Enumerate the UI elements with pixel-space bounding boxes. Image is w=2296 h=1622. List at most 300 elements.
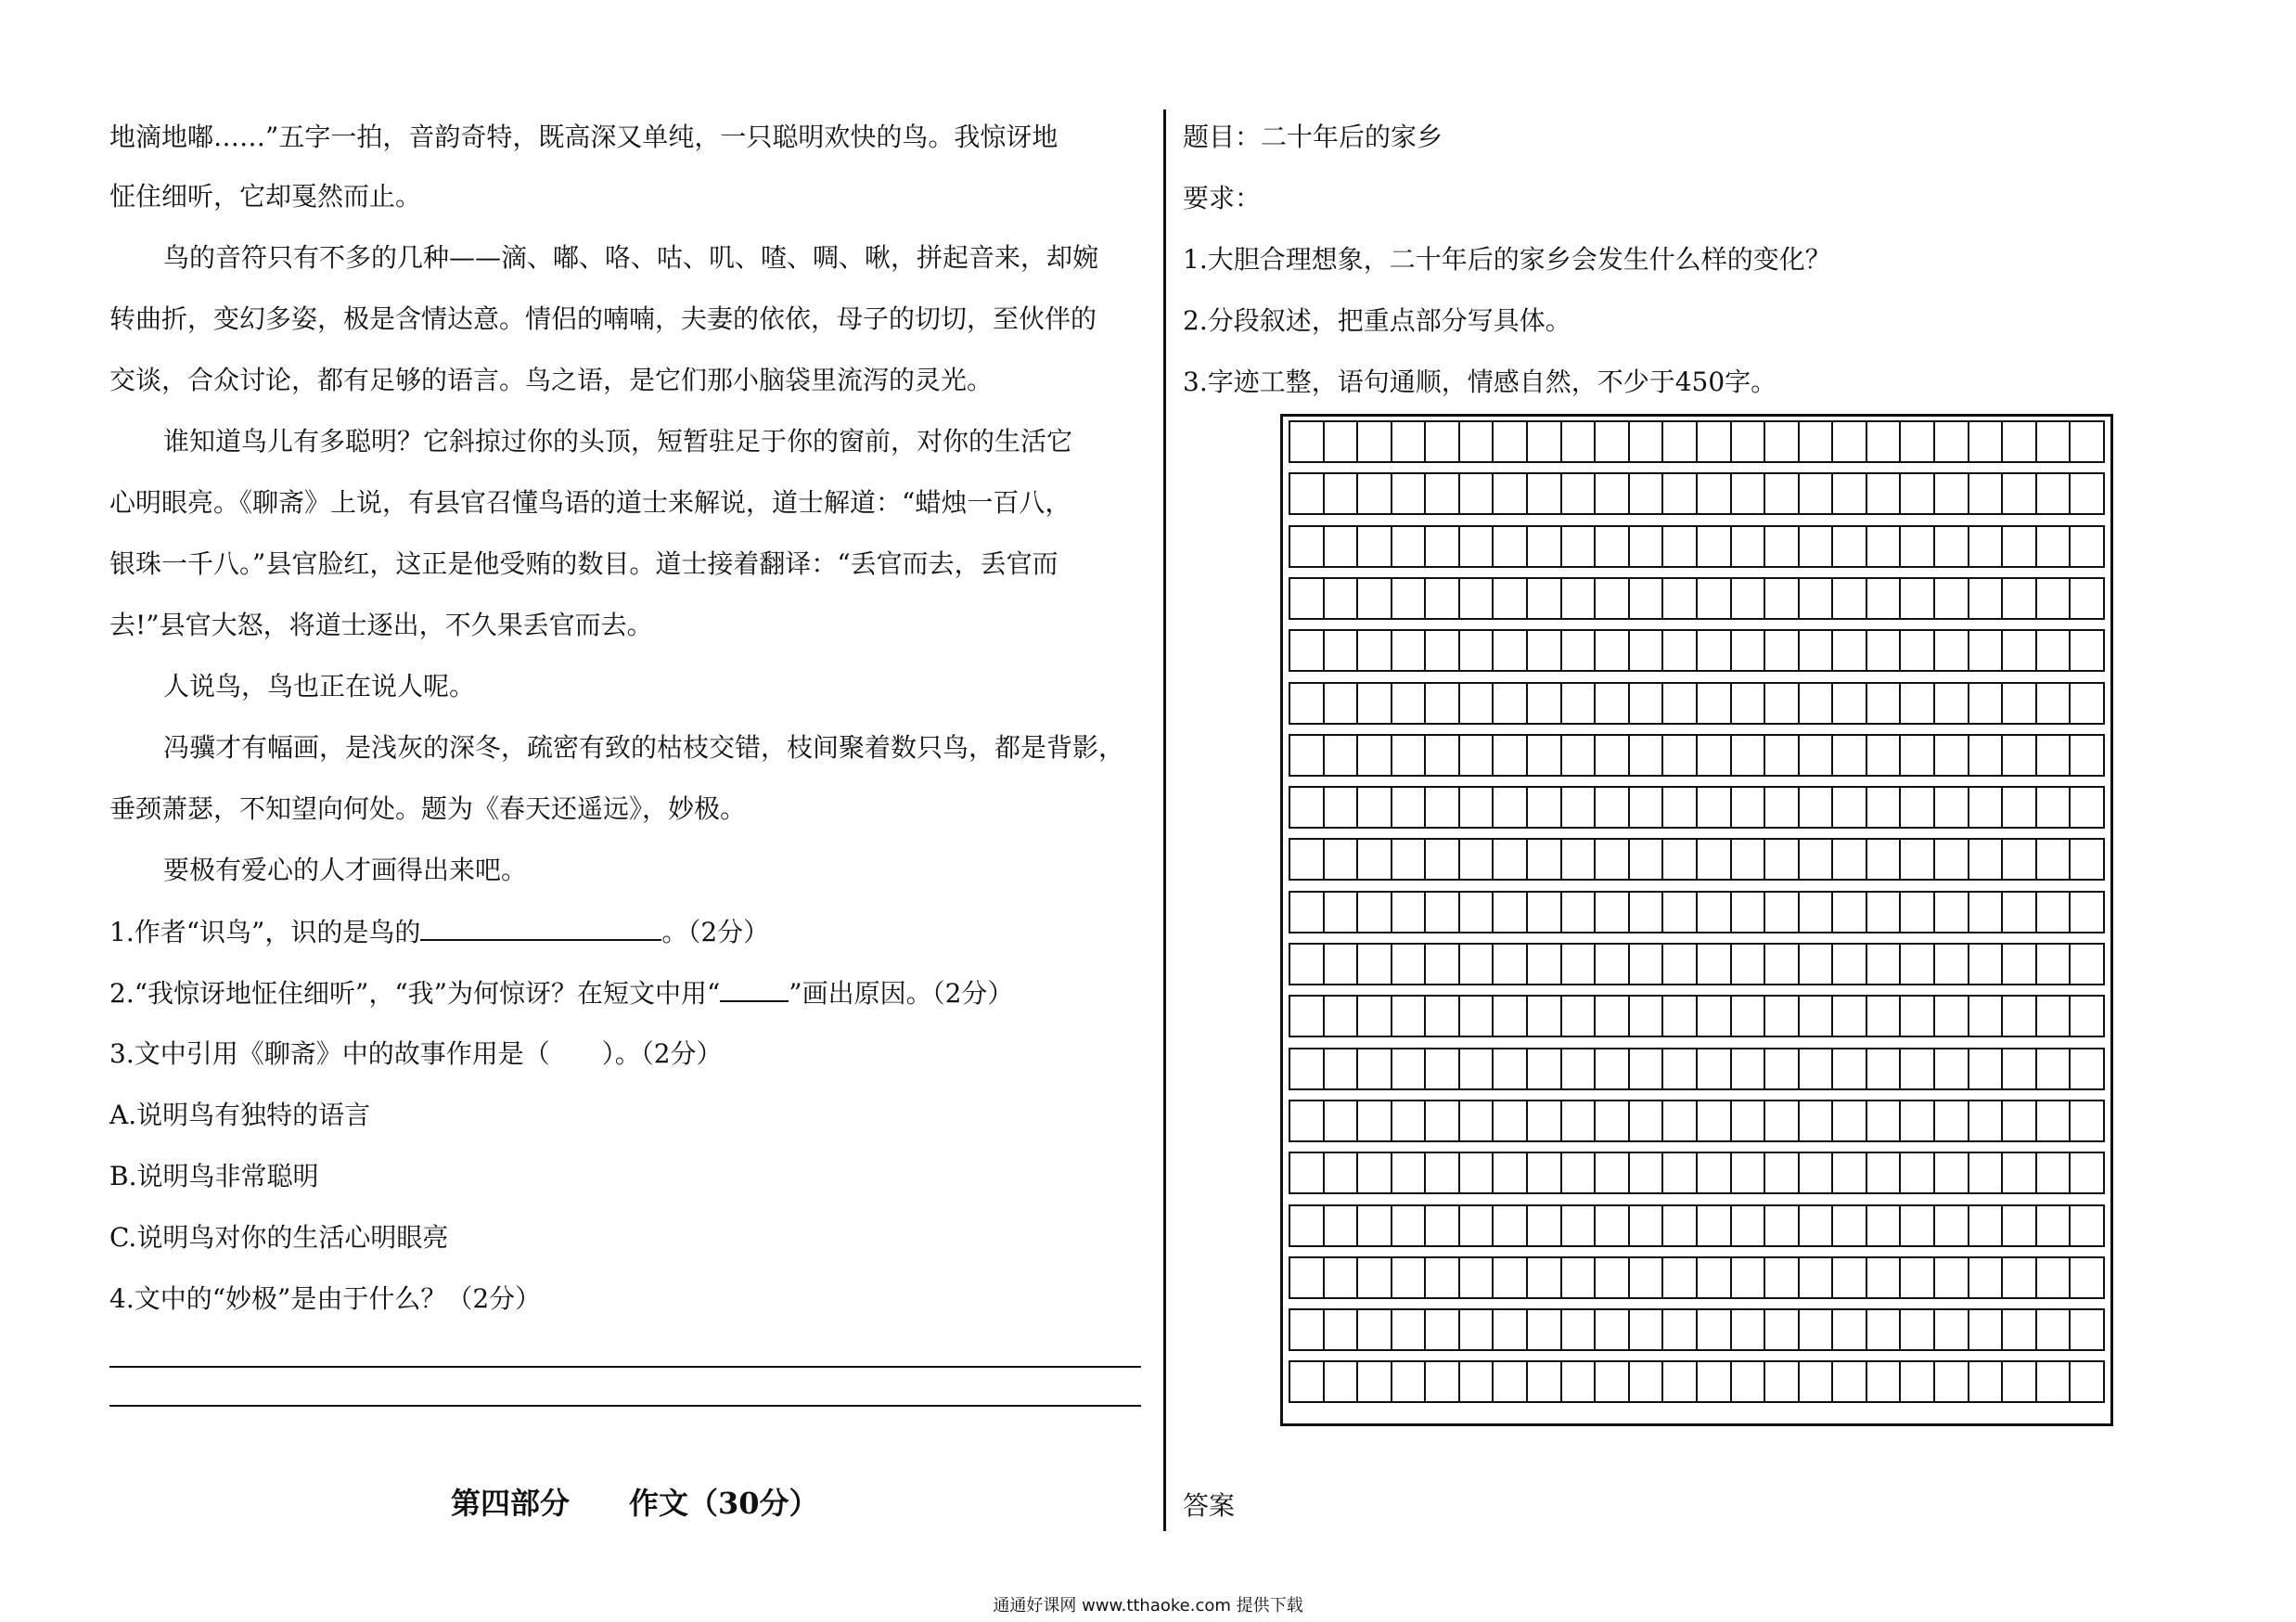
grid-cell[interactable]	[1732, 1153, 1766, 1192]
grid-cell[interactable]	[2003, 1206, 2037, 1245]
grid-cell[interactable]	[1969, 893, 2004, 932]
grid-cell[interactable]	[2071, 684, 2105, 723]
grid-cell[interactable]	[1732, 788, 1766, 827]
grid-cell[interactable]	[1765, 1049, 1800, 1088]
grid-cell[interactable]	[1528, 1153, 1562, 1192]
answer-line-2[interactable]	[109, 1405, 1141, 1407]
grid-cell[interactable]	[1325, 893, 1359, 932]
grid-cell[interactable]	[1800, 422, 1834, 461]
grid-cell[interactable]	[2003, 1101, 2037, 1140]
grid-cell[interactable]	[1325, 788, 1359, 827]
grid-cell[interactable]	[1969, 579, 2004, 618]
grid-cell[interactable]	[1833, 474, 1867, 513]
grid-cell[interactable]	[1494, 474, 1528, 513]
grid-cell[interactable]	[2037, 893, 2072, 932]
grid-cell[interactable]	[1528, 474, 1562, 513]
grid-cell[interactable]	[1833, 527, 1867, 566]
grid-cell[interactable]	[1698, 422, 1732, 461]
grid-cell[interactable]	[1562, 422, 1597, 461]
grid-cell[interactable]	[2037, 788, 2072, 827]
grid-cell[interactable]	[1596, 631, 1630, 670]
grid-cell[interactable]	[1630, 1101, 1664, 1140]
grid-cell[interactable]	[1833, 1101, 1867, 1140]
grid-cell[interactable]	[1935, 684, 1969, 723]
grid-cell[interactable]	[1289, 945, 1325, 984]
grid-cell[interactable]	[2037, 840, 2072, 879]
grid-cell[interactable]	[2071, 631, 2105, 670]
grid-cell[interactable]	[1392, 527, 1427, 566]
grid-cell[interactable]	[1358, 893, 1392, 932]
grid-cell[interactable]	[1663, 997, 1698, 1036]
grid-cell[interactable]	[1325, 579, 1359, 618]
grid-cell[interactable]	[1765, 893, 1800, 932]
grid-cell[interactable]	[1494, 1101, 1528, 1140]
grid-cell[interactable]	[1630, 1258, 1664, 1297]
grid-cell[interactable]	[1630, 893, 1664, 932]
grid-cell[interactable]	[1833, 1153, 1867, 1192]
grid-cell[interactable]	[1494, 788, 1528, 827]
grid-cell[interactable]	[1528, 1101, 1562, 1140]
grid-cell[interactable]	[1732, 422, 1766, 461]
grid-cell[interactable]	[1969, 474, 2004, 513]
grid-cell[interactable]	[1426, 631, 1460, 670]
grid-cell[interactable]	[2003, 945, 2037, 984]
grid-cell[interactable]	[1460, 1049, 1494, 1088]
grid-cell[interactable]	[1833, 945, 1867, 984]
grid-cell[interactable]	[1663, 1206, 1698, 1245]
grid-cell[interactable]	[1833, 1310, 1867, 1349]
grid-cell[interactable]	[1460, 788, 1494, 827]
grid-cell[interactable]	[1596, 422, 1630, 461]
grid-cell[interactable]	[1901, 788, 1935, 827]
grid-cell[interactable]	[1289, 1049, 1325, 1088]
grid-cell[interactable]	[1800, 1258, 1834, 1297]
grid-cell[interactable]	[1289, 684, 1325, 723]
grid-cell[interactable]	[1765, 788, 1800, 827]
grid-cell[interactable]	[1765, 631, 1800, 670]
grid-cell[interactable]	[2003, 1362, 2037, 1401]
grid-cell[interactable]	[1562, 1049, 1597, 1088]
grid-cell[interactable]	[2003, 1310, 2037, 1349]
grid-cell[interactable]	[1392, 788, 1427, 827]
grid-cell[interactable]	[2037, 474, 2072, 513]
grid-cell[interactable]	[2071, 1049, 2105, 1088]
grid-cell[interactable]	[1833, 840, 1867, 879]
grid-cell[interactable]	[1426, 1310, 1460, 1349]
grid-cell[interactable]	[1392, 1362, 1427, 1401]
grid-cell[interactable]	[1867, 422, 1902, 461]
grid-cell[interactable]	[1867, 631, 1902, 670]
grid-cell[interactable]	[1494, 893, 1528, 932]
grid-cell[interactable]	[1867, 1153, 1902, 1192]
grid-cell[interactable]	[2037, 997, 2072, 1036]
grid-cell[interactable]	[2071, 1206, 2105, 1245]
grid-cell[interactable]	[2071, 893, 2105, 932]
grid-cell[interactable]	[1630, 422, 1664, 461]
grid-cell[interactable]	[1630, 840, 1664, 879]
grid-cell[interactable]	[1867, 997, 1902, 1036]
grid-cell[interactable]	[1596, 474, 1630, 513]
grid-cell[interactable]	[1698, 788, 1732, 827]
grid-cell[interactable]	[1562, 840, 1597, 879]
grid-cell[interactable]	[1765, 945, 1800, 984]
grid-cell[interactable]	[1392, 1206, 1427, 1245]
grid-cell[interactable]	[1426, 1049, 1460, 1088]
grid-cell[interactable]	[1392, 736, 1427, 775]
grid-cell[interactable]	[1528, 1362, 1562, 1401]
grid-cell[interactable]	[1800, 788, 1834, 827]
grid-cell[interactable]	[1426, 474, 1460, 513]
grid-cell[interactable]	[1901, 736, 1935, 775]
grid-cell[interactable]	[1800, 1049, 1834, 1088]
grid-cell[interactable]	[1800, 527, 1834, 566]
writing-grid[interactable]	[1280, 414, 2113, 1426]
grid-cell[interactable]	[1630, 1310, 1664, 1349]
grid-cell[interactable]	[1494, 579, 1528, 618]
grid-cell[interactable]	[1969, 788, 2004, 827]
grid-cell[interactable]	[1460, 527, 1494, 566]
grid-cell[interactable]	[1358, 527, 1392, 566]
grid-cell[interactable]	[1596, 997, 1630, 1036]
grid-cell[interactable]	[1392, 997, 1427, 1036]
grid-cell[interactable]	[1765, 1101, 1800, 1140]
grid-cell[interactable]	[1392, 579, 1427, 618]
grid-cell[interactable]	[1630, 579, 1664, 618]
grid-cell[interactable]	[1392, 1101, 1427, 1140]
grid-cell[interactable]	[1867, 1206, 1902, 1245]
grid-cell[interactable]	[1867, 788, 1902, 827]
grid-cell[interactable]	[1528, 631, 1562, 670]
grid-cell[interactable]	[1289, 422, 1325, 461]
grid-cell[interactable]	[1800, 474, 1834, 513]
grid-cell[interactable]	[2003, 474, 2037, 513]
grid-cell[interactable]	[1358, 1049, 1392, 1088]
grid-cell[interactable]	[1325, 945, 1359, 984]
grid-cell[interactable]	[1800, 893, 1834, 932]
grid-cell[interactable]	[1426, 1101, 1460, 1140]
grid-cell[interactable]	[1901, 1362, 1935, 1401]
grid-cell[interactable]	[1698, 736, 1732, 775]
grid-cell[interactable]	[2071, 1101, 2105, 1140]
grid-cell[interactable]	[1528, 945, 1562, 984]
grid-cell[interactable]	[1630, 1362, 1664, 1401]
grid-cell[interactable]	[1663, 527, 1698, 566]
grid-cell[interactable]	[1765, 1153, 1800, 1192]
grid-cell[interactable]	[1596, 527, 1630, 566]
grid-cell[interactable]	[1528, 684, 1562, 723]
grid-cell[interactable]	[1325, 422, 1359, 461]
grid-cell[interactable]	[1562, 474, 1597, 513]
grid-cell[interactable]	[1528, 840, 1562, 879]
grid-cell[interactable]	[1494, 1362, 1528, 1401]
grid-cell[interactable]	[1867, 1049, 1902, 1088]
grid-cell[interactable]	[1562, 1101, 1597, 1140]
grid-cell[interactable]	[1358, 1206, 1392, 1245]
grid-cell[interactable]	[1969, 1310, 2004, 1349]
grid-cell[interactable]	[1562, 1206, 1597, 1245]
grid-cell[interactable]	[1358, 736, 1392, 775]
grid-cell[interactable]	[1833, 422, 1867, 461]
grid-cell[interactable]	[1867, 1258, 1902, 1297]
grid-cell[interactable]	[1426, 893, 1460, 932]
grid-cell[interactable]	[1528, 788, 1562, 827]
grid-cell[interactable]	[1596, 1258, 1630, 1297]
grid-cell[interactable]	[1596, 840, 1630, 879]
grid-cell[interactable]	[2003, 422, 2037, 461]
grid-cell[interactable]	[1596, 1362, 1630, 1401]
grid-cell[interactable]	[1596, 579, 1630, 618]
grid-cell[interactable]	[1833, 788, 1867, 827]
grid-cell[interactable]	[1289, 1362, 1325, 1401]
grid-cell[interactable]	[1289, 1258, 1325, 1297]
grid-cell[interactable]	[1765, 579, 1800, 618]
grid-cell[interactable]	[1969, 631, 2004, 670]
grid-cell[interactable]	[1935, 736, 1969, 775]
grid-cell[interactable]	[1969, 945, 2004, 984]
grid-cell[interactable]	[1935, 1258, 1969, 1297]
grid-cell[interactable]	[2037, 1206, 2072, 1245]
grid-cell[interactable]	[1528, 1258, 1562, 1297]
grid-cell[interactable]	[1935, 945, 1969, 984]
grid-cell[interactable]	[2037, 422, 2072, 461]
grid-cell[interactable]	[1460, 1153, 1494, 1192]
grid-cell[interactable]	[1289, 997, 1325, 1036]
grid-cell[interactable]	[1698, 474, 1732, 513]
grid-cell[interactable]	[1494, 631, 1528, 670]
grid-cell[interactable]	[1901, 840, 1935, 879]
grid-cell[interactable]	[2003, 1049, 2037, 1088]
grid-cell[interactable]	[1901, 1258, 1935, 1297]
grid-cell[interactable]	[1698, 840, 1732, 879]
grid-cell[interactable]	[1426, 684, 1460, 723]
grid-cell[interactable]	[1562, 997, 1597, 1036]
grid-cell[interactable]	[1867, 840, 1902, 879]
grid-cell[interactable]	[1528, 422, 1562, 461]
grid-cell[interactable]	[1289, 893, 1325, 932]
grid-cell[interactable]	[1901, 945, 1935, 984]
grid-cell[interactable]	[1494, 1206, 1528, 1245]
grid-cell[interactable]	[1289, 631, 1325, 670]
grid-cell[interactable]	[1460, 945, 1494, 984]
grid-cell[interactable]	[1596, 945, 1630, 984]
grid-cell[interactable]	[1460, 579, 1494, 618]
grid-cell[interactable]	[1494, 684, 1528, 723]
grid-cell[interactable]	[1935, 840, 1969, 879]
grid-cell[interactable]	[1289, 788, 1325, 827]
grid-cell[interactable]	[1935, 474, 1969, 513]
grid-cell[interactable]	[1901, 474, 1935, 513]
grid-cell[interactable]	[1289, 840, 1325, 879]
grid-cell[interactable]	[1596, 736, 1630, 775]
grid-cell[interactable]	[1732, 1310, 1766, 1349]
grid-cell[interactable]	[2071, 736, 2105, 775]
grid-cell[interactable]	[1392, 1049, 1427, 1088]
grid-cell[interactable]	[1596, 1153, 1630, 1192]
grid-cell[interactable]	[1596, 1206, 1630, 1245]
grid-cell[interactable]	[1460, 893, 1494, 932]
grid-cell[interactable]	[1358, 1153, 1392, 1192]
grid-cell[interactable]	[1663, 893, 1698, 932]
grid-cell[interactable]	[2003, 1153, 2037, 1192]
grid-cell[interactable]	[1698, 1206, 1732, 1245]
grid-cell[interactable]	[2003, 893, 2037, 932]
grid-cell[interactable]	[1765, 997, 1800, 1036]
grid-cell[interactable]	[1596, 1310, 1630, 1349]
grid-cell[interactable]	[1426, 997, 1460, 1036]
grid-cell[interactable]	[2003, 1258, 2037, 1297]
grid-cell[interactable]	[1901, 422, 1935, 461]
grid-cell[interactable]	[1289, 1310, 1325, 1349]
grid-cell[interactable]	[1800, 684, 1834, 723]
grid-cell[interactable]	[1969, 1101, 2004, 1140]
grid-cell[interactable]	[1969, 1362, 2004, 1401]
grid-cell[interactable]	[1969, 527, 2004, 566]
grid-cell[interactable]	[1901, 579, 1935, 618]
grid-cell[interactable]	[1562, 684, 1597, 723]
grid-cell[interactable]	[1562, 527, 1597, 566]
grid-cell[interactable]	[1528, 1049, 1562, 1088]
grid-cell[interactable]	[1426, 945, 1460, 984]
grid-cell[interactable]	[2037, 1310, 2072, 1349]
grid-cell[interactable]	[1698, 1153, 1732, 1192]
grid-cell[interactable]	[1800, 1101, 1834, 1140]
grid-cell[interactable]	[1698, 1049, 1732, 1088]
grid-cell[interactable]	[1833, 579, 1867, 618]
grid-cell[interactable]	[1935, 997, 1969, 1036]
grid-cell[interactable]	[1358, 684, 1392, 723]
grid-cell[interactable]	[2003, 788, 2037, 827]
grid-cell[interactable]	[1460, 1101, 1494, 1140]
grid-cell[interactable]	[1663, 684, 1698, 723]
grid-cell[interactable]	[1494, 1049, 1528, 1088]
grid-cell[interactable]	[1392, 945, 1427, 984]
grid-cell[interactable]	[1392, 1310, 1427, 1349]
grid-cell[interactable]	[1732, 1101, 1766, 1140]
grid-cell[interactable]	[1663, 474, 1698, 513]
grid-cell[interactable]	[1494, 945, 1528, 984]
grid-cell[interactable]	[1630, 474, 1664, 513]
grid-cell[interactable]	[1358, 788, 1392, 827]
grid-cell[interactable]	[1663, 1258, 1698, 1297]
grid-cell[interactable]	[1426, 1206, 1460, 1245]
grid-cell[interactable]	[1392, 1153, 1427, 1192]
grid-cell[interactable]	[1630, 1153, 1664, 1192]
grid-cell[interactable]	[2037, 631, 2072, 670]
grid-cell[interactable]	[2037, 736, 2072, 775]
grid-cell[interactable]	[1935, 1310, 1969, 1349]
grid-cell[interactable]	[2003, 840, 2037, 879]
grid-cell[interactable]	[1698, 579, 1732, 618]
grid-cell[interactable]	[1392, 684, 1427, 723]
grid-cell[interactable]	[1426, 1258, 1460, 1297]
grid-cell[interactable]	[1800, 579, 1834, 618]
grid-cell[interactable]	[1901, 893, 1935, 932]
grid-cell[interactable]	[1528, 1310, 1562, 1349]
grid-cell[interactable]	[1460, 631, 1494, 670]
grid-cell[interactable]	[1833, 893, 1867, 932]
grid-cell[interactable]	[1325, 1362, 1359, 1401]
grid-cell[interactable]	[2037, 1153, 2072, 1192]
grid-cell[interactable]	[1494, 840, 1528, 879]
grid-cell[interactable]	[1460, 684, 1494, 723]
grid-cell[interactable]	[1358, 1310, 1392, 1349]
grid-cell[interactable]	[1732, 1362, 1766, 1401]
grid-cell[interactable]	[1935, 527, 1969, 566]
grid-cell[interactable]	[1732, 684, 1766, 723]
grid-cell[interactable]	[1969, 1153, 2004, 1192]
grid-cell[interactable]	[1901, 1206, 1935, 1245]
grid-cell[interactable]	[1358, 579, 1392, 618]
grid-cell[interactable]	[2071, 997, 2105, 1036]
grid-cell[interactable]	[1358, 422, 1392, 461]
grid-cell[interactable]	[1901, 527, 1935, 566]
grid-cell[interactable]	[1289, 1206, 1325, 1245]
grid-cell[interactable]	[1460, 840, 1494, 879]
grid-cell[interactable]	[1698, 997, 1732, 1036]
grid-cell[interactable]	[1800, 945, 1834, 984]
grid-cell[interactable]	[1358, 631, 1392, 670]
grid-cell[interactable]	[1562, 945, 1597, 984]
grid-cell[interactable]	[1289, 579, 1325, 618]
grid-cell[interactable]	[1698, 1101, 1732, 1140]
grid-cell[interactable]	[1528, 736, 1562, 775]
grid-cell[interactable]	[1392, 840, 1427, 879]
grid-cell[interactable]	[1765, 422, 1800, 461]
grid-cell[interactable]	[1392, 474, 1427, 513]
grid-cell[interactable]	[2037, 1049, 2072, 1088]
grid-cell[interactable]	[1732, 631, 1766, 670]
grid-cell[interactable]	[1698, 631, 1732, 670]
grid-cell[interactable]	[1630, 1049, 1664, 1088]
grid-cell[interactable]	[2071, 527, 2105, 566]
grid-cell[interactable]	[1325, 527, 1359, 566]
grid-cell[interactable]	[1596, 788, 1630, 827]
grid-cell[interactable]	[1562, 1362, 1597, 1401]
grid-cell[interactable]	[1935, 788, 1969, 827]
grid-cell[interactable]	[1698, 945, 1732, 984]
grid-cell[interactable]	[1392, 893, 1427, 932]
grid-cell[interactable]	[1392, 1258, 1427, 1297]
grid-cell[interactable]	[1392, 631, 1427, 670]
grid-cell[interactable]	[1765, 1258, 1800, 1297]
grid-cell[interactable]	[1663, 1153, 1698, 1192]
grid-cell[interactable]	[1426, 736, 1460, 775]
grid-cell[interactable]	[1426, 1153, 1460, 1192]
grid-cell[interactable]	[2037, 527, 2072, 566]
grid-cell[interactable]	[1935, 1101, 1969, 1140]
grid-cell[interactable]	[1765, 474, 1800, 513]
grid-cell[interactable]	[1901, 631, 1935, 670]
grid-cell[interactable]	[1392, 422, 1427, 461]
grid-cell[interactable]	[1800, 1153, 1834, 1192]
grid-cell[interactable]	[1460, 1206, 1494, 1245]
grid-cell[interactable]	[1969, 840, 2004, 879]
grid-cell[interactable]	[1901, 1049, 1935, 1088]
grid-cell[interactable]	[1596, 684, 1630, 723]
grid-cell[interactable]	[1698, 684, 1732, 723]
grid-cell[interactable]	[1494, 422, 1528, 461]
grid-cell[interactable]	[1867, 736, 1902, 775]
grid-cell[interactable]	[1325, 1310, 1359, 1349]
grid-cell[interactable]	[2071, 945, 2105, 984]
grid-cell[interactable]	[1426, 579, 1460, 618]
grid-cell[interactable]	[1426, 788, 1460, 827]
grid-cell[interactable]	[1901, 684, 1935, 723]
grid-cell[interactable]	[1732, 1258, 1766, 1297]
question-1-blank[interactable]	[420, 913, 661, 941]
grid-cell[interactable]	[1765, 1206, 1800, 1245]
grid-cell[interactable]	[1935, 1153, 1969, 1192]
